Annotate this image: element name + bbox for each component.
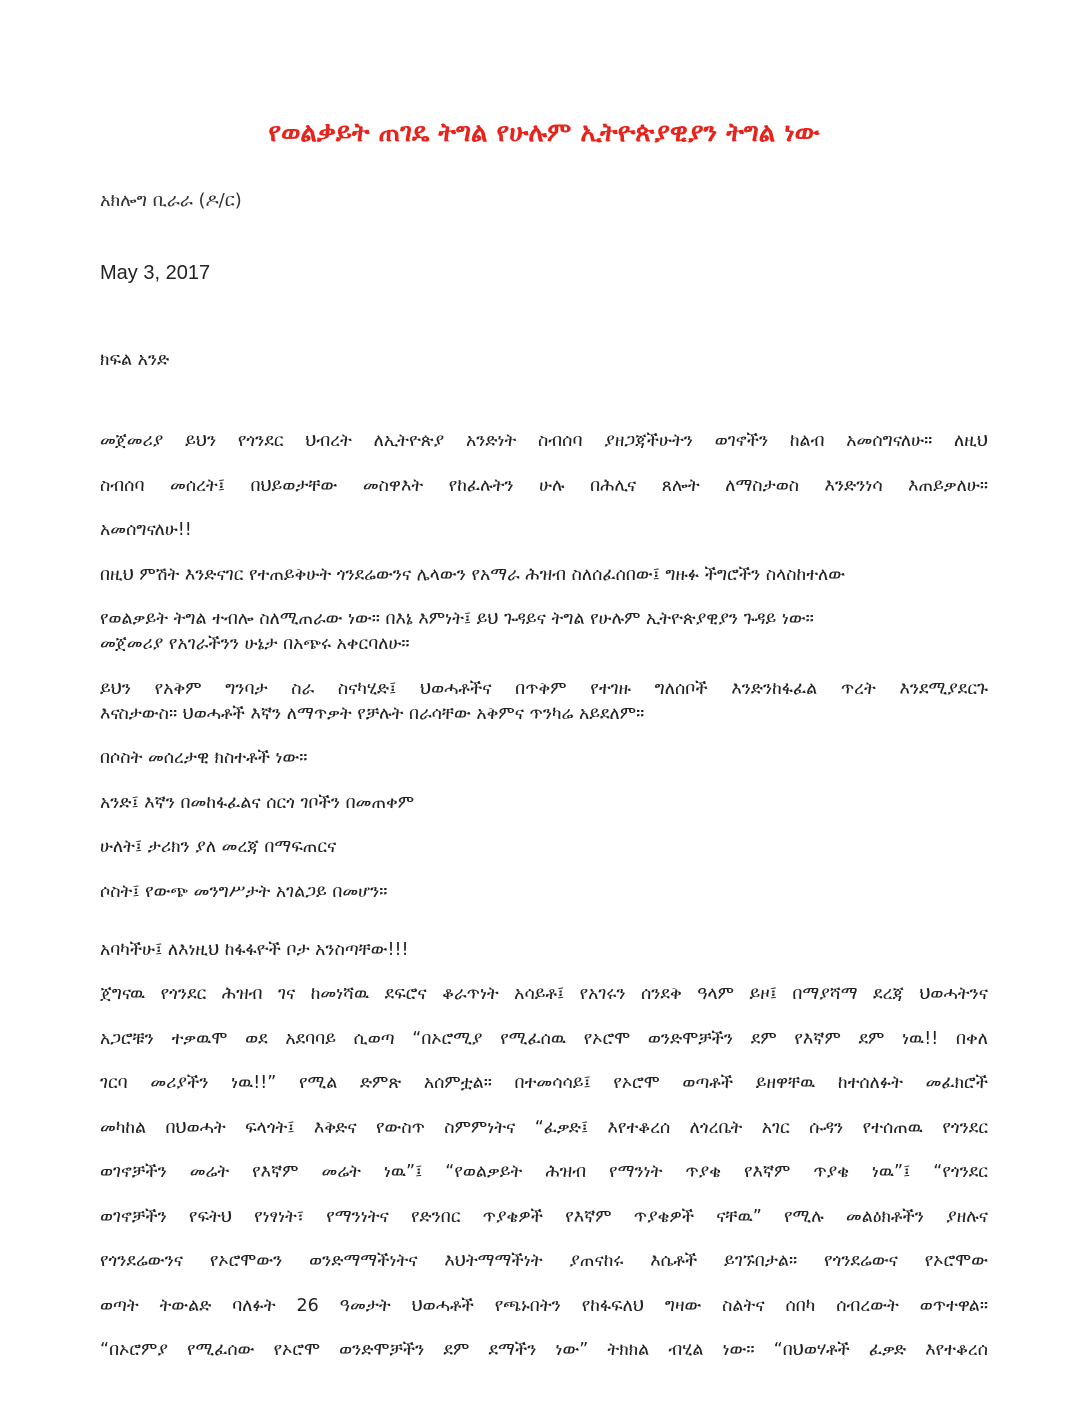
paragraph-line: አንድ፤ እኛን በመከፋፈልና ሰርጎ ገቦችን በመጠቀም xyxy=(100,793,415,813)
paragraph-line: ሁለት፤ ታሪክን ያለ መረጃ በማፍጠርና xyxy=(100,837,337,857)
paragraph-line: ጀግናዉ የጎንደር ሕዝብ ገና ከመነሻዉ ደፍሮና ቆራጥነት አሳይቶ፤ የአገሩን ሰንደቅ ዓላም ይዞ፤ በማያሻማ ደረጃ ህወሓትንና xyxy=(100,984,988,1004)
paragraph-line: ወገኖቻችን የፍትህ የነፃነት፣ የማንነትና የድንበር ጥያቄዎች የእኛም ጥያቄዎች ናቸዉ” የሚሉ መልዕክቶችን ያዘሉና xyxy=(100,1207,988,1227)
paragraph-line: ሶስት፤ የውጭ መንግሥታት አገልጋይ በመሆን። xyxy=(100,882,388,902)
paragraph-line: መካከል በህወሓት ፍላጎት፤ እቅድና የውስጥ ስምምነትና “ፈቃድ፤ እየተቆረሰ ለጎረቤት አገር ሱዳን የተሰጠዉ የጎንደር xyxy=(100,1118,988,1138)
date-line: May 3, 2017 xyxy=(100,262,211,284)
paragraph-line: ይህን የአቅም ግንባታ ስራ ስናካሂድ፤ ህወሓቶችና በጥቅም የተገዙ ግለሰቦች እንድንከፋፈል ጥረት እንደሚያደርጉ xyxy=(100,679,988,699)
document-title: የወልቃይት ጠገዴ ትግል የሁሉም ኢትዮጵያዊያን ትግል ነው xyxy=(268,118,820,148)
paragraph-line: እናስታውስ። ህወሓቶች እኛን ለማጥቃት የቻሉት በራሳቸው አቅምና ጥንካሬ አይደለም። xyxy=(100,704,645,724)
paragraph-line: “በኦሮምያ የሚፈሰው የኦሮሞ ወንድሞቻችን ደም ደማችን ነው” ትክክል ብሂል ነው። “በህወሃቶች ፈቃድ እየተቆረሰ xyxy=(100,1340,988,1360)
paragraph-line: ወጣት ትውልድ ባለፉት 26 ዓመታት ህወሓቶች የጫኑበትን የከፋፍለህ ግዛው ስልትና ሰበካ ሰብረውት ወጥተዋል። xyxy=(100,1296,988,1316)
paragraph-line: አጋሮቹን ተቃዉሞ ወደ አደባባይ ሲወጣ “በኦሮሚያ የሚፈሰዉ የኦሮሞ ወንድሞቻችን ደም የእኛም ደም ነዉ!! በቀለ xyxy=(100,1029,988,1049)
paragraph-line: አባካችሁ፤ ለእነዚህ ከፋፋዮች ቦታ አንስጣቸው!!! xyxy=(100,940,409,960)
paragraph-line: መጀመሪያ ይህን የጎንደር ህብረት ለኢትዮጵያ አንድነት ስብሰባ ያዘጋጃችሁትን ወገኖችን ከልብ አመሰግናለሁ። ለዚህ xyxy=(100,431,988,451)
section-heading: ክፍል አንድ xyxy=(100,350,170,370)
paragraph-line: በሶስት መሰረታዊ ክስተቶች ነው። xyxy=(100,748,308,768)
paragraph-line: መጀመሪያ የአገራችንን ሁኔታ በአጭሩ አቀርባለሁ። xyxy=(100,634,410,654)
paragraph-line: ገርባ መሪያችን ነዉ!!” የሚል ድምጽ አሰምቷል። በተመሳሳይ፤ የኦሮሞ ወጣቶች ይዘዋቸዉ ከተሰለፉት መፈክሮች xyxy=(100,1073,988,1093)
paragraph-line: የጎንደሬውንና የኦሮሞውን ወንድማማችነትና እህትማማችነት ያጠናከሩ እሴቶች ይገኙበታል። የጎንደሬውና የኦሮሞው xyxy=(100,1251,988,1271)
author-line: አክሎግ ቢራራ (ዶ/ር) xyxy=(100,190,242,211)
paragraph-line: በዚህ ምሽት እንድናገር የተጠይቅሁት ጎንደሬውንና ሌላውን የአማራ ሕዝብ ስለሰፈሰበው፤ ግዙፉ ችግሮችን ስላስከተለው xyxy=(100,565,846,585)
paragraph-line: የወልቃይት ትግል ተብሎ ስለሚጠራው ነው። በእኔ እምነት፤ ይህ ጉዳይና ትግል የሁሉም ኢትዮጵያዊያን ጉዳይ ነው። xyxy=(100,609,814,629)
paragraph-line: ወገኖቻችን መሬት የእኛም መሬት ነዉ”፤ “የወልቃይት ሕዝብ የማንነት ጥያቄ የእኛም ጥያቄ ነዉ”፤ “የጎንደር xyxy=(100,1162,988,1182)
paragraph-line: አመሰግናለሁ!! xyxy=(100,520,192,540)
paragraph-line: ስብሰባ መሰረት፤ በህይወታቸው መስዋእት የከፈሉትን ሁሉ በሕሊና ጸሎት ለማስታወስ እንድንነሳ እጠይቃለሁ። xyxy=(100,476,988,496)
